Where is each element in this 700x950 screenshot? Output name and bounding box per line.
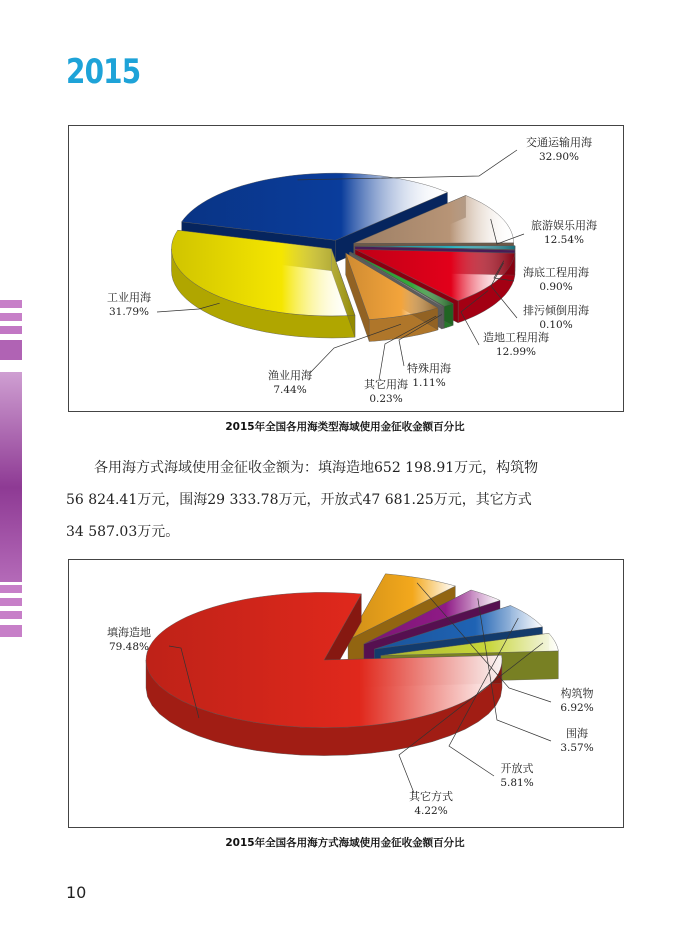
- slice-value-3: 3.57%: [560, 742, 594, 754]
- slice-value-1: 32.90%: [538, 151, 580, 163]
- slice-label-7: 其它用海: [364, 378, 408, 391]
- slice-label-8: 渔业用海: [268, 369, 312, 382]
- slice-value-5: 4.22%: [414, 805, 448, 817]
- slice-value-8: 7.44%: [273, 384, 307, 396]
- slice-value-3: 0.90%: [539, 281, 573, 293]
- paragraph-line-3: 34 587.03万元。: [66, 524, 180, 540]
- slice-label-5: 造地工程用海: [483, 331, 549, 344]
- slice-value-5: 12.99%: [495, 346, 537, 358]
- slice-label-4: 排污倾倒用海: [523, 304, 589, 317]
- slice-label-3: 围海: [566, 727, 588, 740]
- slice-label-2: 旅游娱乐用海: [531, 219, 597, 232]
- chart-sea-use-type: [68, 125, 624, 412]
- paragraph-line-2: 56 824.41万元，围海29 333.78万元，开放式47 681.25万元，其它方式: [66, 492, 532, 508]
- slice-value-7: 0.23%: [369, 393, 403, 405]
- page-number: 10: [66, 883, 87, 902]
- slice-value-4: 0.10%: [539, 319, 573, 331]
- slice-value-6: 1.11%: [412, 377, 446, 389]
- slice-value-2: 12.54%: [543, 234, 585, 246]
- paragraph-line-1: 各用海方式海域使用金征收金额为：填海造地652 198.91万元，构筑物: [66, 460, 539, 476]
- slice-value-9: 31.79%: [108, 306, 150, 318]
- slice-value-2: 6.92%: [560, 702, 594, 714]
- year-heading: 2015: [66, 52, 141, 92]
- pie-chart-type: [69, 126, 623, 411]
- chart-caption-method: 2015年全国各用海方式海域使用金征收金额百分比: [225, 837, 465, 849]
- slice-label-4: 开放式: [500, 762, 534, 775]
- pie-chart-method: [69, 560, 623, 827]
- chart-caption-type: 2015年全国各用海类型海域使用金征收金额百分比: [225, 421, 465, 433]
- slice-label-3: 海底工程用海: [523, 266, 589, 279]
- slice-label-1: 填海造地: [107, 626, 151, 639]
- slice-value-4: 5.81%: [500, 777, 534, 789]
- chart-sea-use-method: [68, 559, 624, 828]
- slice-label-5: 其它方式: [409, 790, 453, 803]
- slice-label-1: 交通运输用海: [526, 136, 592, 149]
- slice-label-2: 构筑物: [560, 687, 594, 700]
- slice-label-9: 工业用海: [107, 291, 151, 304]
- slice-label-6: 特殊用海: [407, 362, 451, 375]
- slice-value-1: 79.48%: [108, 641, 150, 653]
